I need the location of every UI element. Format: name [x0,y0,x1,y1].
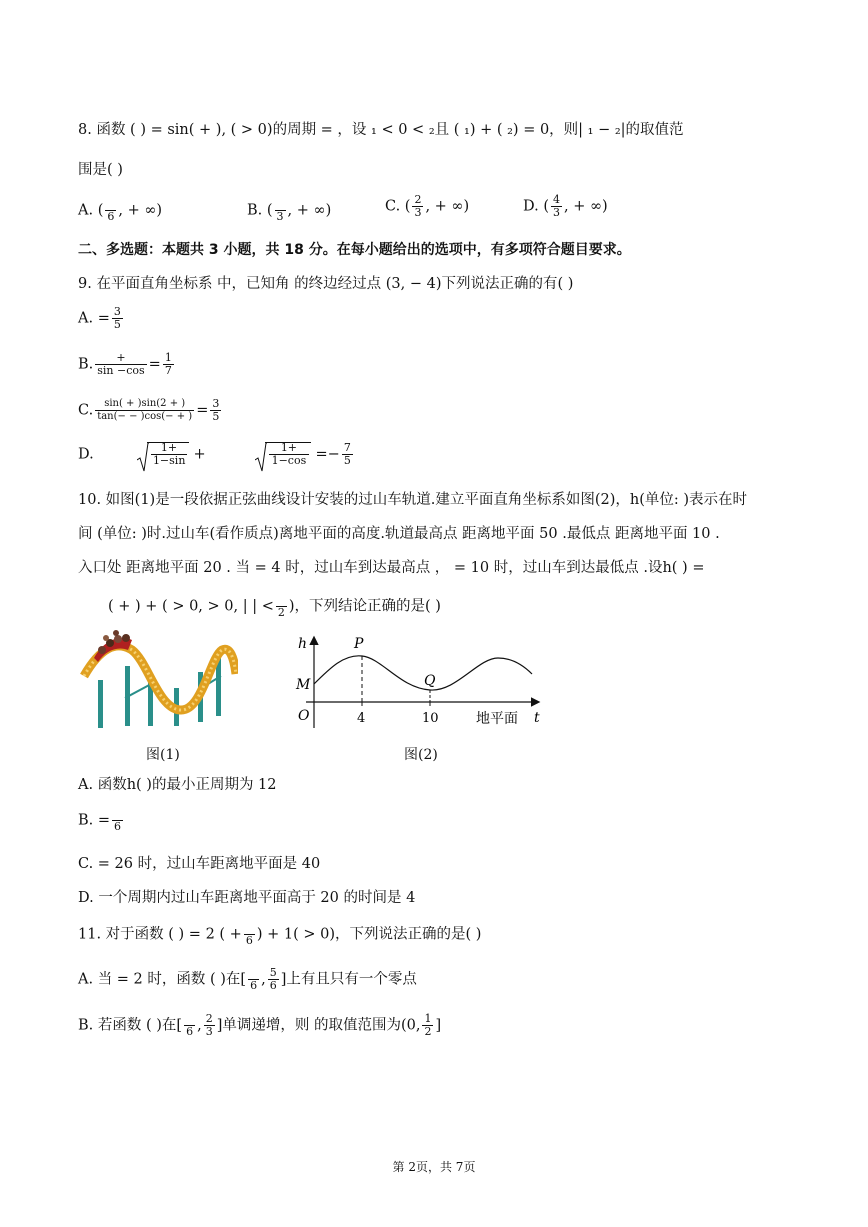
q9-stem: 9. 在平面直角坐标系 中，已知角 的终边经过点 (3, − 4)下列说法正确的有( ) [78,276,574,292]
point-p-label: P [354,636,364,652]
q11-option-b: B. 若函数 ( )在[ 6 , $\frac{2}{3}$ ]单调递增，则 的取值范围为(0, $\frac{1}{2}$ ] [78,1012,442,1038]
q10-line2: 间 (单位: )时.过山车(看作质点)离地平面的高度.轨道最高点 距离地平面 50 .最低点 距离地平面 10 . [78,526,720,542]
q8-option-d: D. ( $\frac{4}{3}$ , + ∞) [523,193,608,219]
radical-sign-icon [137,442,149,472]
q8-option-b: B. ( 3 , + ∞) [247,198,331,223]
q11-option-a: A. 当 = 2 时，函数 ( )在[ 6 , $\frac{5}{6}$ ]上有且只有一个零点 [78,966,417,992]
q9-option-b: B. $\frac{+}{\sin -\cos}$ = $\frac{1}{7}$ [78,351,172,377]
q10-option-c: C. = 26 时，过山车距离地平面是 40 [78,856,321,872]
figure-2-caption: 图(2) [404,747,438,763]
q9-option-a: A. = $\frac{3}{5}$ [78,305,121,331]
point-m-label: M [296,677,311,693]
q8-option-a: A. ( 6 , + ∞) [78,198,162,223]
q10-line3: 入口处 距离地平面 20 . 当 = 4 时，过山车到达最高点 ， = 10 时，过山车到达最低点 .设h( ) = [78,560,705,576]
q9-option-d: D. $\frac{1+}{1-\sin}$ + $\frac{1+}{1-\cos}$ =− $\frac{7}{5}$ [78,442,355,467]
height-time-graph [286,630,548,736]
q8-line1: 8. 函数 ( ) = sin( + ), ( > 0)的周期 = ，设 ₁ < 0 < ₂且 ( ₁) + ( ₂) = 0，则| ₁ − ₂|的取值范 [78,122,684,138]
x-axis-label: t [534,710,540,726]
q11-stem: 11. 对于函数 ( ) = 2 ( + 6 ) + 1( > 0)，下列说法正确的是( ) [78,922,481,947]
q10-option-d: D. 一个周期内过山车距离地平面高于 20 的时间是 4 [78,890,416,906]
section-heading-multiple-choice: 二、多选题：本题共 3 小题，共 18 分。在每小题给出的选项中，有多项符合题目要求。 [78,242,631,258]
q10-line1: 10. 如图(1)是一段依据正弦曲线设计安装的过山车轨道.建立平面直角坐标系如图(2)，h(单位: )表示在时 [78,492,748,508]
roller-coaster-image [80,628,238,730]
q10-option-b: B. = 6 [78,808,125,833]
tick-label-10: 10 [422,711,439,726]
sine-curve [314,656,532,690]
sqrt-symbol-2: $\frac{1+}{1-\cos}$ [255,442,311,467]
q8-line2: 围是( ) [78,162,123,178]
origin-label: O [298,708,310,724]
sqrt-symbol-1: $\frac{1+}{1-\sin}$ [137,442,189,467]
y-axis-label: h [298,636,308,652]
q8-option-c: C. ( $\frac{2}{3}$ , + ∞) [385,193,470,219]
point-q-label: Q [424,673,436,689]
ground-label: 地平面 [476,711,518,727]
figure-1-caption: 图(1) [146,747,180,763]
q10-option-a: A. 函数h( )的最小正周期为 12 [78,777,277,793]
page-footer: 第 2页，共 7页 [392,1160,476,1174]
tick-label-4: 4 [357,711,366,726]
radical-sign-icon [255,442,267,472]
q10-line4: ( + ) + ( > 0, > 0, | | < 2 )，下列结论正确的是( ) [108,594,441,619]
q9-option-c: C. $\frac{\sin( + )\sin(2 + )}{\tan(- - )\cos(- + )}$ = $\frac{3}{5}$ [78,397,220,423]
